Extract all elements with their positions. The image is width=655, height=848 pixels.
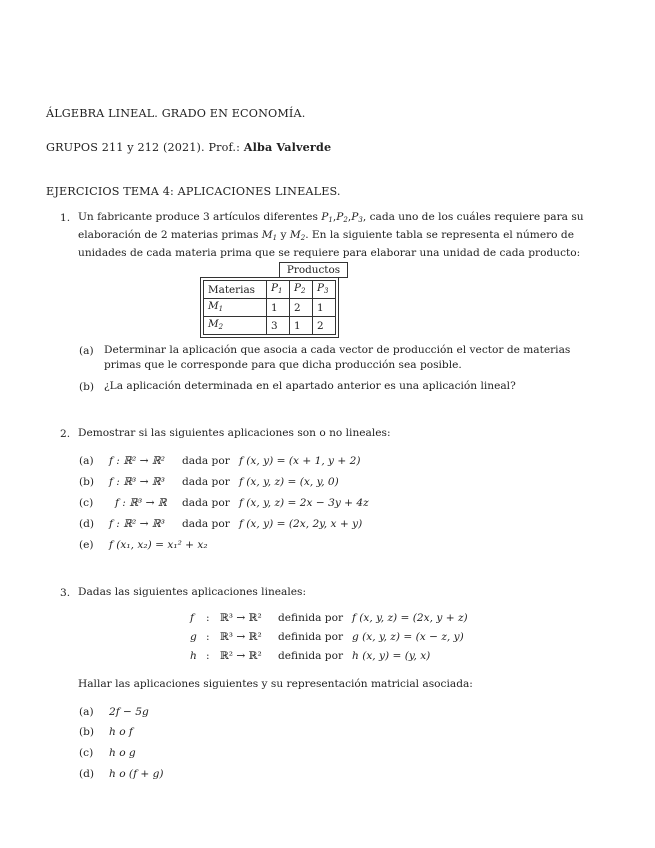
ex3-g-dom: ℝ³ → ℝ² xyxy=(220,631,262,643)
ex1-part-a-line2: primas que le corresponde para que dicha producción sea posible. xyxy=(104,359,462,371)
ex2-d-def: f (x, y) = (2x, 2y, x + y) xyxy=(239,518,363,530)
ex2-item-b xyxy=(79,476,339,488)
exercise-2-number: 2. xyxy=(60,428,71,440)
ex3-f-by: definida por xyxy=(278,612,344,624)
ex2-a-def: f (x, y) = (x + 1, y + 2) xyxy=(239,455,361,467)
ex2-b-def: f (x, y, z) = (x, y, 0) xyxy=(239,476,339,488)
ex3-d-expr: h o (f + g) xyxy=(109,768,164,780)
ex2-a-marker: (a) xyxy=(79,455,94,467)
ex3-a-marker: (a) xyxy=(79,706,94,718)
ex3-g-by: definida por xyxy=(278,631,344,643)
ex3-item-c xyxy=(79,747,136,759)
ex2-a-map: f : ℝ² → ℝ² xyxy=(109,455,165,467)
ex1-text-a: Un fabricante produce 3 artículos diferentes xyxy=(78,211,322,223)
ex2-b-map: f : ℝ³ → ℝ³ xyxy=(109,476,165,488)
ex1-part-b-marker: (b) xyxy=(79,381,95,393)
cell-m2-p2: 1 xyxy=(290,317,313,335)
ex1-text-b: , cada uno de los cuáles requiere para su xyxy=(362,211,584,223)
ex2-a-by: dada por xyxy=(182,455,230,467)
ex3-item-a xyxy=(79,706,149,718)
ex2-e-marker: (e) xyxy=(79,539,94,551)
exercise-1-number: 1. xyxy=(60,212,71,224)
ex3-g-def: g (x, y, z) = (x − z, y) xyxy=(352,631,464,643)
col-header-materias: Materias xyxy=(204,281,267,299)
col-header-p1: $P_1$ xyxy=(267,281,290,299)
ex2-c-by: dada por xyxy=(182,497,230,509)
row-label-m2: $M_2$ xyxy=(204,317,267,335)
ex1-p3: $P_3$ xyxy=(351,211,363,224)
ex1-part-a-text xyxy=(104,343,592,373)
ex1-part-a-marker: (a) xyxy=(79,345,94,357)
ex3-g-name: g xyxy=(190,631,197,643)
ex1-p1: $P_1$ xyxy=(321,211,333,224)
ex1-part-b-text: ¿La aplicación determinada en el apartado anterior es una aplicación lineal? xyxy=(104,380,516,392)
cell-m1-p1: 1 xyxy=(267,299,290,317)
groups-text: GRUPOS 211 y 212 (2021). Prof.: xyxy=(46,141,244,154)
ex2-c-marker: (c) xyxy=(79,497,94,509)
ex1-p2: $P_2$ xyxy=(336,211,348,224)
row-label-m1: $M_1$ xyxy=(204,299,267,317)
ex3-a-expr: 2f − 5g xyxy=(109,706,149,718)
ex3-item-b xyxy=(79,726,133,738)
ex3-b-expr: h o f xyxy=(109,726,133,738)
ex3-f-sep: : xyxy=(206,612,210,624)
ex2-d-marker: (d) xyxy=(79,518,95,530)
ex3-task: Hallar las aplicaciones siguientes y su representación matricial asociada: xyxy=(78,678,473,690)
ex1-line2-b: y xyxy=(277,229,290,241)
ex1-m1: $M_1$ xyxy=(261,229,278,242)
table-group-header: Productos xyxy=(279,262,348,278)
ex1-m2: $M_2$ xyxy=(289,229,306,242)
ex3-c-marker: (c) xyxy=(79,747,94,759)
cell-m2-p1: 3 xyxy=(267,317,290,335)
ex3-map-g xyxy=(190,631,464,643)
ex3-h-sep: : xyxy=(206,650,210,662)
ex3-d-marker: (d) xyxy=(79,768,95,780)
ex2-e-def: f (x₁, x₂) = x₁² + x₂ xyxy=(109,539,208,551)
ex2-item-c xyxy=(79,497,369,509)
ex3-map-h xyxy=(190,650,431,662)
table-row xyxy=(204,299,336,317)
ex3-b-marker: (b) xyxy=(79,726,95,738)
table-header-row xyxy=(204,281,336,299)
exercise-2-intro: Demostrar si las siguientes aplicaciones son o no lineales: xyxy=(78,427,391,439)
col-header-p3: $P_3$ xyxy=(313,281,336,299)
ex1-line2-a: elaboración de 2 materias primas xyxy=(78,229,262,241)
cell-m1-p3: 1 xyxy=(313,299,336,317)
ex3-f-def: f (x, y, z) = (2x, y + z) xyxy=(352,612,468,624)
ex2-item-d xyxy=(79,518,363,530)
ex2-item-e xyxy=(79,539,208,551)
ex3-f-dom: ℝ³ → ℝ² xyxy=(220,612,262,624)
ex3-h-name: h xyxy=(190,650,197,662)
ex2-c-def: f (x, y, z) = 2x − 3y + 4z xyxy=(239,497,369,509)
materials-table xyxy=(203,280,336,335)
cell-m2-p3: 2 xyxy=(313,317,336,335)
ex3-f-name: f xyxy=(190,612,194,624)
ex2-c-map: f : ℝ³ → ℝ xyxy=(115,497,167,509)
groups-line xyxy=(46,140,331,154)
ex2-item-a xyxy=(79,455,361,467)
col-header-p2: $P_2$ xyxy=(290,281,313,299)
ex2-d-map: f : ℝ² → ℝ³ xyxy=(109,518,165,530)
exercise-3-number: 3. xyxy=(60,587,71,599)
ex3-item-d xyxy=(79,768,164,780)
ex2-b-by: dada por xyxy=(182,476,230,488)
ex1-part-a-line1: Determinar la aplicación que asocia a cada vector de producción el vector de materias xyxy=(104,344,571,356)
ex3-h-by: definida por xyxy=(278,650,344,662)
cell-m1-p2: 2 xyxy=(290,299,313,317)
table-row xyxy=(204,317,336,335)
ex1-line2-c: . En la siguiente tabla se representa el número de xyxy=(305,229,574,241)
document-title: ÁLGEBRA LINEAL. GRADO EN ECONOMÍA. xyxy=(46,107,306,120)
exercise-1-statement: Un fabricante produce 3 artículos diferentes $P_1,P_2,P_3$, cada uno de los cuáles requiere para su elaboración de 2 materias primas $M_1$ y $M_2$. En la siguiente tabla se representa el número de unidades de cada materia prima que se requiere para elaborar una unidad de cada producto: xyxy=(78,210,592,261)
ex1-line3: unidades de cada materia prima que se requiere para elaborar una unidad de cada producto: xyxy=(78,247,581,259)
ex3-c-expr: h o g xyxy=(109,747,136,759)
ex3-map-f xyxy=(190,612,468,624)
ex3-h-dom: ℝ² → ℝ² xyxy=(220,650,262,662)
ex3-g-sep: : xyxy=(206,631,210,643)
ex3-h-def: h (x, y) = (y, x) xyxy=(352,650,431,662)
exercise-3-intro: Dadas las siguientes aplicaciones lineales: xyxy=(78,586,307,598)
ex2-b-marker: (b) xyxy=(79,476,95,488)
professor-name: Alba Valverde xyxy=(243,140,332,154)
ex2-d-by: dada por xyxy=(182,518,230,530)
topic-heading: EJERCICIOS TEMA 4: APLICACIONES LINEALES. xyxy=(46,185,341,198)
